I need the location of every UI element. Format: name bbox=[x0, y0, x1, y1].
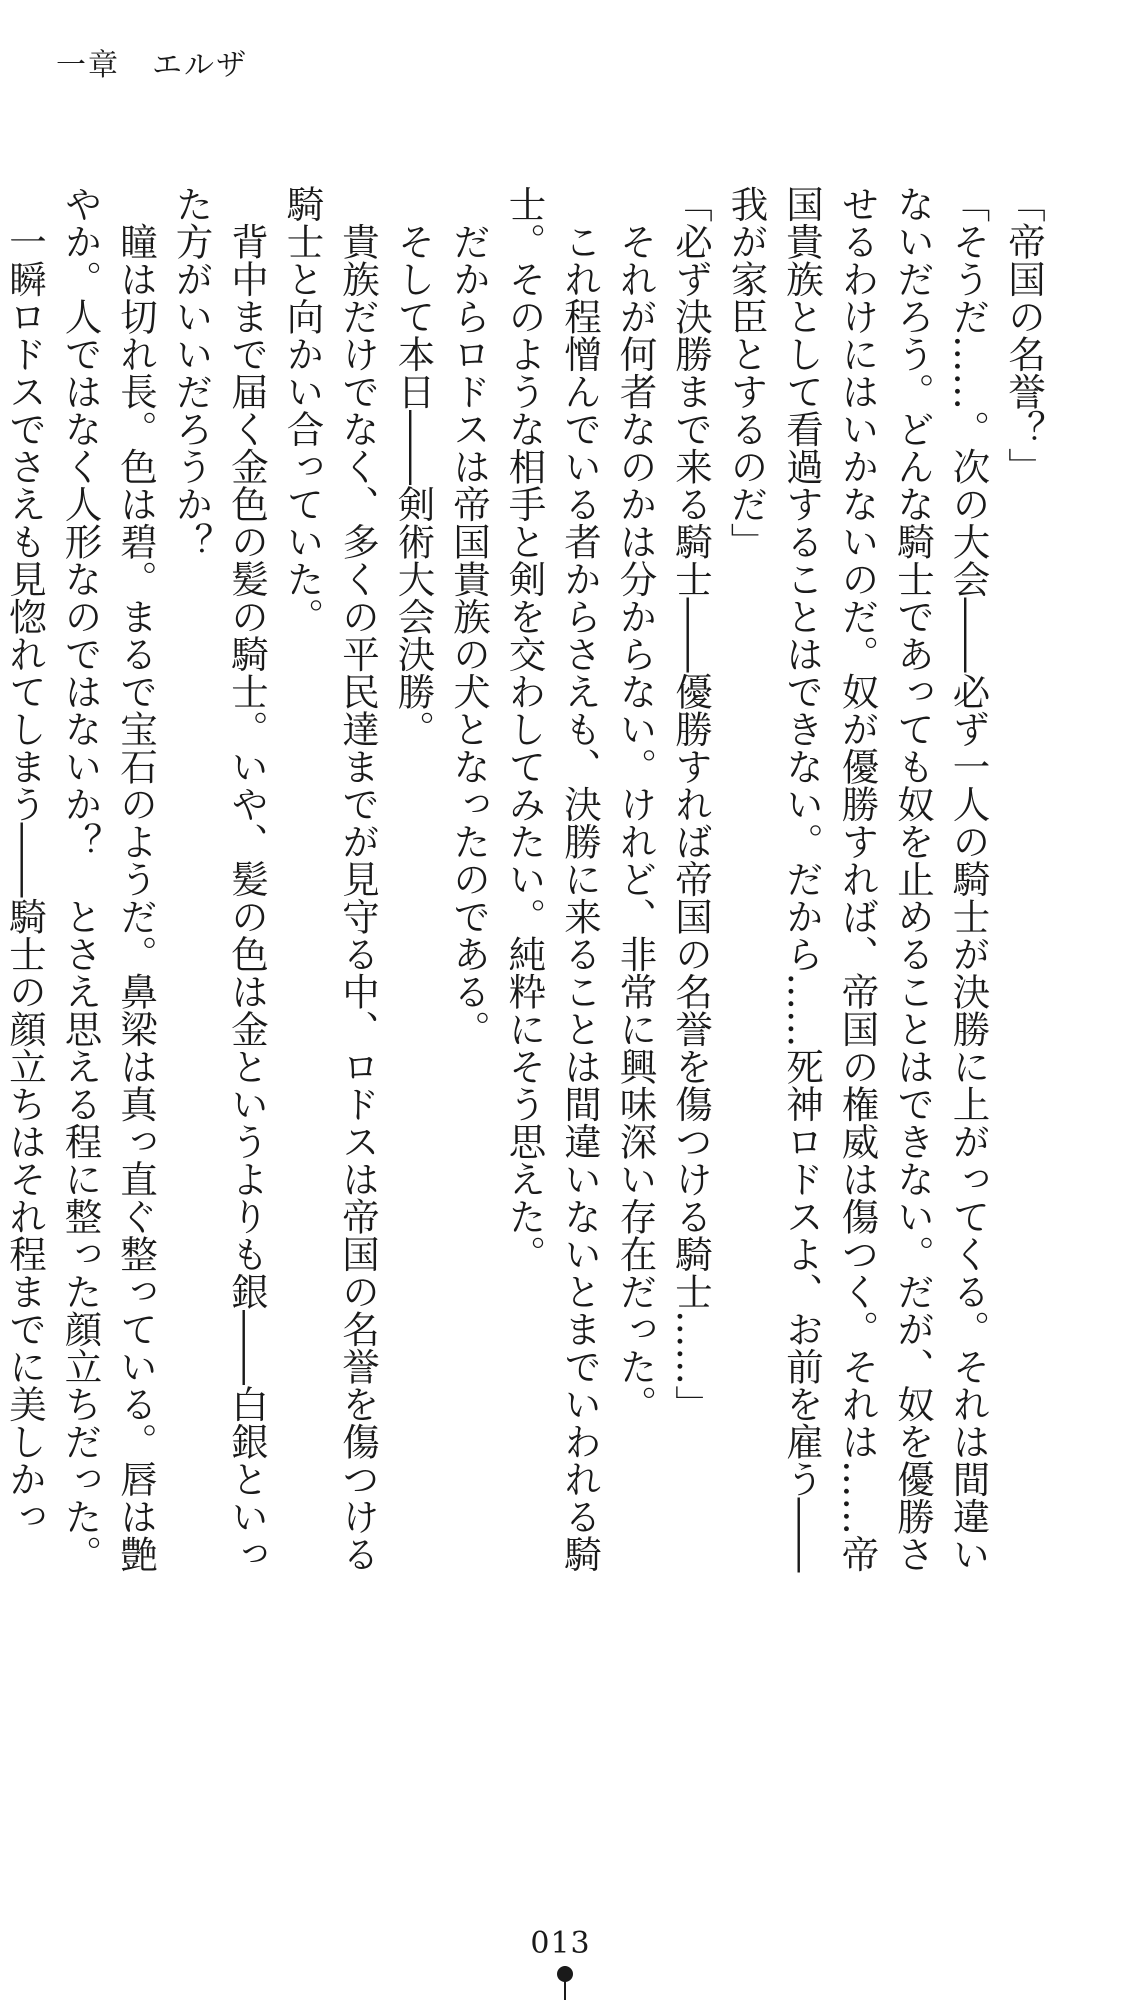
paragraph-2: 「そうだ……。次の大会――必ず一人の騎士が決勝に上がってくる。それは間違いないだろう。どんな騎士であっても奴を止めることはできない。だが、奴を優勝させるわけにはいかないのだ。奴が優勝すれば、帝国の権威は傷つく。それは……帝国貴族として看過することはできない。だから……死神ロドスよ、お前を雇う――我が家臣とするのだ」 bbox=[724, 185, 991, 1573]
paragraph-1: 「帝国の名誉？」 bbox=[1002, 185, 1046, 485]
running-head: 一章 エルザ bbox=[56, 48, 248, 83]
paragraph-9: 背中まで届く金色の髪の騎士。いや、髪の色は金というよりも銀――白銀といった方がいいだろうか？ bbox=[169, 185, 269, 1573]
body-text bbox=[3, 185, 1051, 1605]
paragraph-10: 瞳は切れ長。色は碧。まるで宝石のようだ。鼻梁は真っ直ぐ整っている。唇は艶やか。人ではなく人形なのではないか？ とさえ思える程に整った顔立ちだった。 bbox=[58, 185, 158, 1573]
paragraph-5: これ程憎んでいる者からさえも、決勝に来ることは間違いないとまでいわれる騎士。そのような相手と剣を交わしてみたい。純粋にそう思えた。 bbox=[502, 185, 602, 1573]
page-marker-dot bbox=[557, 1966, 573, 1982]
paragraph-3: 「必ず決勝まで来る騎士――優勝すれば帝国の名誉を傷つける騎士……」 bbox=[669, 185, 713, 1423]
page-number: 013 bbox=[530, 1926, 591, 1961]
paragraph-4: それが何者なのかは分からない。けれど、非常に興味深い存在だった。 bbox=[613, 185, 658, 1423]
paragraph-8: 貴族だけでなく、多くの平民達までが見守る中、ロドスは帝国の名誉を傷つける騎士と向かい合っていた。 bbox=[280, 185, 380, 1573]
paragraph-7: そして本日――剣術大会決勝。 bbox=[391, 185, 436, 748]
paragraph-11: 一瞬ロドスでさえも見惚れてしまう――騎士の顔立ちはそれ程までに美しかっ bbox=[3, 222, 47, 1535]
paragraph-6: だからロドスは帝国貴族の犬となったのである。 bbox=[447, 185, 491, 1048]
